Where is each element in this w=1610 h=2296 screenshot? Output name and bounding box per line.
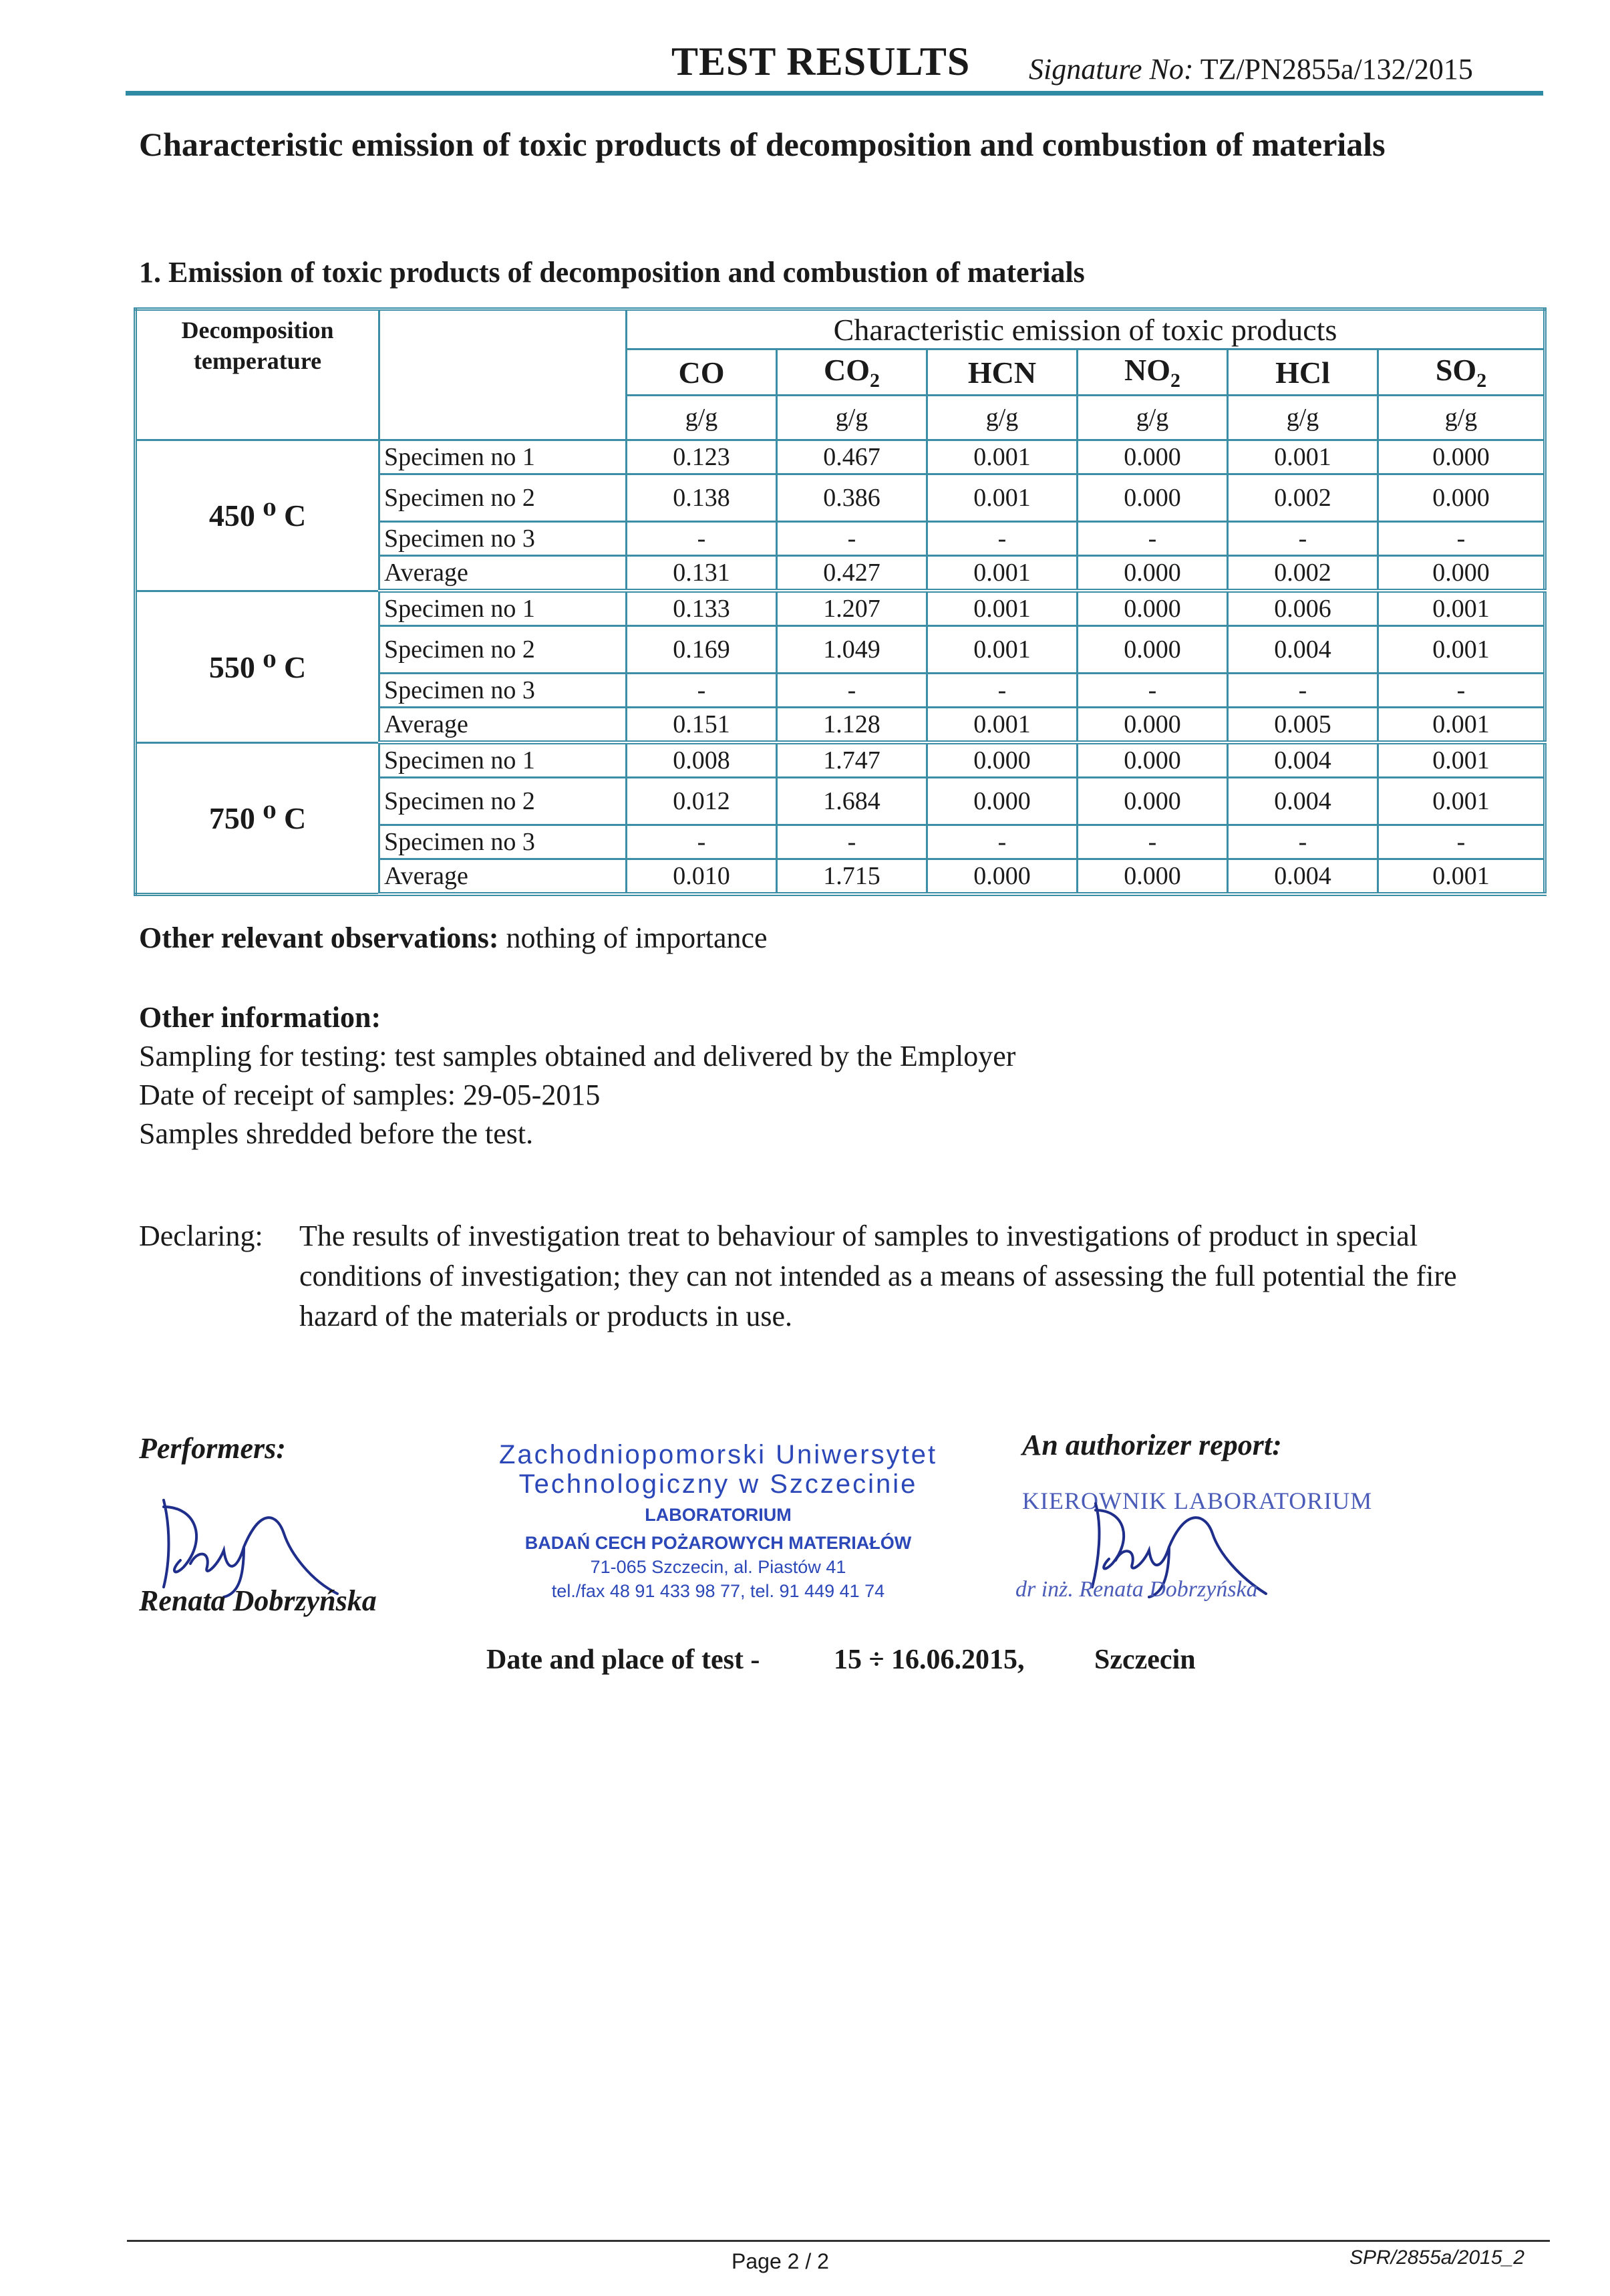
gas-header: HCN xyxy=(927,349,1078,396)
value-cell: 0.004 xyxy=(1228,778,1378,825)
emission-table xyxy=(134,307,1543,896)
stamp-address: 71-065 Szczecin, al. Piastów 41 xyxy=(590,1557,846,1577)
value-cell: - xyxy=(777,674,927,708)
value-cell: - xyxy=(627,522,777,556)
unit-cell: g/g xyxy=(1378,396,1545,440)
footer-rule xyxy=(127,2240,1550,2242)
specimen-label: Specimen no 1 xyxy=(379,742,627,778)
value-cell: 1.049 xyxy=(777,626,927,674)
value-cell: - xyxy=(1078,825,1228,859)
value-cell: 0.123 xyxy=(627,440,777,474)
gas-header: $CO_2$ xyxy=(777,349,927,396)
value-cell: 1.207 xyxy=(777,591,927,626)
unit-cell: g/g xyxy=(1078,396,1228,440)
value-cell: 0.131 xyxy=(627,556,777,591)
value-cell: 0.001 xyxy=(927,440,1078,474)
stamp-lab-line: BADAŃ CECH POŻAROWYCH MATERIAŁÓW xyxy=(524,1533,912,1553)
value-cell: - xyxy=(1378,674,1545,708)
specimen-label: Specimen no 3 xyxy=(379,825,627,859)
value-cell: - xyxy=(1228,522,1378,556)
value-cell: 0.133 xyxy=(627,591,777,626)
gas-header: $SO_2$ xyxy=(1378,349,1545,396)
header-rule xyxy=(126,91,1543,96)
value-cell: - xyxy=(1378,522,1545,556)
declaration-text: The results of investigation treat to behaviour of samples to investigations of product in special conditions of investigation; they can not intended as a means of assessing the full potential the fire hazard of the materials or products in use. xyxy=(299,1219,1457,1332)
value-cell: 0.001 xyxy=(927,556,1078,591)
value-cell: - xyxy=(1228,674,1378,708)
unit-cell: g/g xyxy=(627,396,777,440)
value-cell: - xyxy=(927,674,1078,708)
value-cell: 1.715 xyxy=(777,859,927,895)
value-cell: 0.001 xyxy=(927,708,1078,743)
value-cell: 0.000 xyxy=(1078,474,1228,522)
value-cell: 0.000 xyxy=(1078,440,1228,474)
observations-label: Other relevant observations: xyxy=(139,921,499,954)
value-cell: 0.000 xyxy=(1078,708,1228,743)
specimen-label: Specimen no 2 xyxy=(379,474,627,522)
value-cell: 0.001 xyxy=(1378,778,1545,825)
value-cell: 0.000 xyxy=(1078,591,1228,626)
temperature-cell: 550 ⁰ C xyxy=(136,591,379,742)
observations xyxy=(139,921,768,955)
specimen-label: Average xyxy=(379,708,627,743)
specimen-label: Specimen no 2 xyxy=(379,778,627,825)
section-title: 1. Emission of toxic products of decomposition and combustion of materials xyxy=(139,256,1085,289)
value-cell: 0.001 xyxy=(927,474,1078,522)
authorizer-name: dr inż. Renata Dobrzyńska xyxy=(1015,1577,1258,1602)
specimen-label: Specimen no 3 xyxy=(379,674,627,708)
value-cell: 0.004 xyxy=(1228,626,1378,674)
performers-label: Performers: xyxy=(139,1432,286,1465)
value-cell: 0.151 xyxy=(627,708,777,743)
value-cell: - xyxy=(927,522,1078,556)
date-place-label: Date and place of test - xyxy=(486,1644,760,1675)
other-information-heading: Other information: xyxy=(139,1001,381,1034)
unit-cell: g/g xyxy=(777,396,927,440)
value-cell: 0.000 xyxy=(1378,556,1545,591)
specimen-label: Specimen no 1 xyxy=(379,440,627,474)
test-dates: 15 ÷ 16.06.2015, xyxy=(834,1644,1025,1675)
value-cell: 0.001 xyxy=(927,626,1078,674)
page-number: Page 2 / 2 xyxy=(732,2249,829,2273)
specimen-column-header xyxy=(379,309,627,440)
value-cell: 0.004 xyxy=(1228,859,1378,895)
value-cell: 0.004 xyxy=(1228,742,1378,778)
value-cell: 0.138 xyxy=(627,474,777,522)
signature-label: Signature No: xyxy=(1029,53,1194,86)
authorizer-stamp-title: KIEROWNIK LABORATORIUM xyxy=(1022,1487,1373,1514)
value-cell: - xyxy=(1378,825,1545,859)
unit-cell: g/g xyxy=(1228,396,1378,440)
value-cell: 0.000 xyxy=(1078,556,1228,591)
specimen-label: Specimen no 2 xyxy=(379,626,627,674)
performer-name: Renata Dobrzyńska xyxy=(139,1584,377,1617)
value-cell: - xyxy=(777,825,927,859)
value-cell: 0.001 xyxy=(1378,626,1545,674)
table-row xyxy=(136,742,1545,778)
table-row xyxy=(136,440,1545,474)
value-cell: 0.000 xyxy=(1378,474,1545,522)
value-cell: 0.001 xyxy=(1378,591,1545,626)
value-cell: 0.000 xyxy=(927,778,1078,825)
value-cell: 1.747 xyxy=(777,742,927,778)
value-cell: 0.012 xyxy=(627,778,777,825)
value-cell: 1.128 xyxy=(777,708,927,743)
value-cell: - xyxy=(777,522,927,556)
temperature-cell: 450 ⁰ C xyxy=(136,440,379,591)
value-cell: 0.001 xyxy=(1378,859,1545,895)
stamp-phone: tel./fax 48 91 433 98 77, tel. 91 449 41 74 xyxy=(551,1581,885,1601)
specimen-label: Average xyxy=(379,556,627,591)
value-cell: - xyxy=(627,674,777,708)
value-cell: 0.000 xyxy=(927,742,1078,778)
signature-value: TZ/PN2855a/132/2015 xyxy=(1200,53,1473,86)
specimen-label: Average xyxy=(379,859,627,895)
signature-number xyxy=(1029,52,1473,86)
table-row xyxy=(136,591,1545,626)
laboratory-stamp xyxy=(491,1440,945,1603)
value-cell: - xyxy=(1078,674,1228,708)
value-cell: 0.386 xyxy=(777,474,927,522)
observations-value: nothing of importance xyxy=(506,921,768,954)
gas-header: $NO_2$ xyxy=(1078,349,1228,396)
info-line: Sampling for testing: test samples obtained and delivered by the Employer xyxy=(139,1040,1016,1072)
stamp-lab-line: LABORATORIUM xyxy=(645,1505,792,1525)
value-cell: 0.001 xyxy=(1228,440,1378,474)
value-cell: 0.169 xyxy=(627,626,777,674)
value-cell: 0.002 xyxy=(1228,556,1378,591)
stamp-university-line: Zachodniopomorski Uniwersytet xyxy=(498,1440,938,1469)
value-cell: 0.467 xyxy=(777,440,927,474)
value-cell: 0.001 xyxy=(1378,742,1545,778)
gas-header: CO xyxy=(627,349,777,396)
gas-header: HCl xyxy=(1228,349,1378,396)
value-cell: 0.000 xyxy=(927,859,1078,895)
value-cell: 0.005 xyxy=(1228,708,1378,743)
temperature-column-header: Decomposition temperature xyxy=(136,309,379,440)
value-cell: 0.000 xyxy=(1078,742,1228,778)
value-cell: 0.001 xyxy=(1378,708,1545,743)
info-line: Samples shredded before the test. xyxy=(139,1117,534,1150)
value-cell: - xyxy=(1078,522,1228,556)
value-cell: - xyxy=(927,825,1078,859)
value-cell: 0.001 xyxy=(927,591,1078,626)
value-cell: 1.684 xyxy=(777,778,927,825)
authorizer-label: An authorizer report: xyxy=(1022,1429,1282,1461)
value-cell: 0.000 xyxy=(1378,440,1545,474)
value-cell: 0.006 xyxy=(1228,591,1378,626)
value-cell: 0.002 xyxy=(1228,474,1378,522)
test-place: Szczecin xyxy=(1094,1644,1196,1675)
value-cell: - xyxy=(627,825,777,859)
document-code: SPR/2855a/2015_2 xyxy=(1349,2247,1524,2269)
value-cell: - xyxy=(1228,825,1378,859)
stamp-university-line: Technologiczny w Szczecinie xyxy=(518,1469,918,1499)
value-cell: 0.008 xyxy=(627,742,777,778)
document-title: Characteristic emission of toxic products of decomposition and combustion of materials xyxy=(139,126,1386,163)
declaration-label: Declaring: xyxy=(139,1219,263,1252)
temperature-cell: 750 ⁰ C xyxy=(136,742,379,894)
value-cell: 0.000 xyxy=(1078,859,1228,895)
specimen-label: Specimen no 1 xyxy=(379,591,627,626)
value-cell: 0.427 xyxy=(777,556,927,591)
specimen-label: Specimen no 3 xyxy=(379,522,627,556)
unit-cell: g/g xyxy=(927,396,1078,440)
value-cell: 0.000 xyxy=(1078,778,1228,825)
emission-group-header: Characteristic emission of toxic products xyxy=(627,309,1545,349)
value-cell: 0.000 xyxy=(1078,626,1228,674)
report-title: TEST RESULTS xyxy=(671,39,971,84)
value-cell: 0.010 xyxy=(627,859,777,895)
info-line: Date of receipt of samples: 29-05-2015 xyxy=(139,1079,601,1111)
